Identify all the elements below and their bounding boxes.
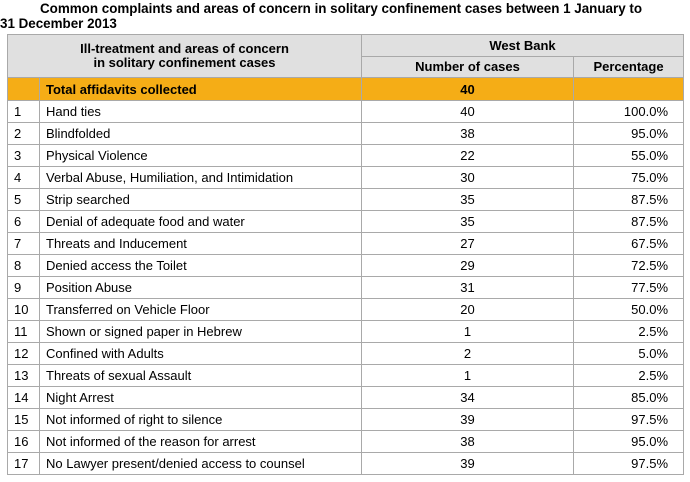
table-row bbox=[8, 365, 684, 387]
caption-line-2: 31 December 2013 bbox=[0, 16, 117, 31]
row-cases: 29 bbox=[362, 255, 574, 277]
row-percentage: 95.0% bbox=[574, 123, 684, 145]
row-number: 3 bbox=[8, 145, 40, 167]
row-label: Denial of adequate food and water bbox=[40, 211, 362, 233]
row-number: 14 bbox=[8, 387, 40, 409]
row-cases: 38 bbox=[362, 431, 574, 453]
row-cases: 39 bbox=[362, 409, 574, 431]
row-percentage: 67.5% bbox=[574, 233, 684, 255]
row-percentage: 97.5% bbox=[574, 453, 684, 475]
table-row bbox=[8, 167, 684, 189]
row-number: 1 bbox=[8, 101, 40, 123]
total-percentage bbox=[574, 78, 684, 101]
row-percentage: 72.5% bbox=[574, 255, 684, 277]
row-label: Denied access the Toilet bbox=[40, 255, 362, 277]
row-label: Threats and Inducement bbox=[40, 233, 362, 255]
row-percentage: 95.0% bbox=[574, 431, 684, 453]
row-label: Verbal Abuse, Humiliation, and Intimidation bbox=[40, 167, 362, 189]
header-percentage: Percentage bbox=[574, 56, 684, 78]
row-percentage: 55.0% bbox=[574, 145, 684, 167]
row-number: 13 bbox=[8, 365, 40, 387]
row-cases: 20 bbox=[362, 299, 574, 321]
row-percentage: 75.0% bbox=[574, 167, 684, 189]
table-row bbox=[8, 387, 684, 409]
table-row bbox=[8, 211, 684, 233]
row-number: 2 bbox=[8, 123, 40, 145]
row-label: Strip searched bbox=[40, 189, 362, 211]
row-percentage: 2.5% bbox=[574, 365, 684, 387]
row-label: Confined with Adults bbox=[40, 343, 362, 365]
header-number-of-cases: Number of cases bbox=[362, 56, 574, 78]
row-number: 17 bbox=[8, 453, 40, 475]
table-row bbox=[8, 277, 684, 299]
row-number: 4 bbox=[8, 167, 40, 189]
total-row bbox=[8, 78, 684, 101]
table-row bbox=[8, 409, 684, 431]
row-number: 11 bbox=[8, 321, 40, 343]
table-row bbox=[8, 431, 684, 453]
row-cases: 27 bbox=[362, 233, 574, 255]
row-cases: 30 bbox=[362, 167, 574, 189]
row-cases: 35 bbox=[362, 211, 574, 233]
row-cases: 39 bbox=[362, 453, 574, 475]
row-percentage: 5.0% bbox=[574, 343, 684, 365]
row-label: Not informed of the reason for arrest bbox=[40, 431, 362, 453]
row-cases: 40 bbox=[362, 101, 574, 123]
row-percentage: 85.0% bbox=[574, 387, 684, 409]
row-percentage: 77.5% bbox=[574, 277, 684, 299]
table-row bbox=[8, 321, 684, 343]
row-number: 5 bbox=[8, 189, 40, 211]
caption-line-1: Common complaints and areas of concern in solitary confinement cases between 1 January to bbox=[40, 1, 643, 16]
row-label: Night Arrest bbox=[40, 387, 362, 409]
row-cases: 34 bbox=[362, 387, 574, 409]
row-percentage: 87.5% bbox=[574, 189, 684, 211]
row-number: 10 bbox=[8, 299, 40, 321]
header-category: Ill-treatment and areas of concern in solitary confinement cases bbox=[8, 35, 362, 78]
row-percentage: 100.0% bbox=[574, 101, 684, 123]
row-cases: 31 bbox=[362, 277, 574, 299]
row-number: 15 bbox=[8, 409, 40, 431]
table-row bbox=[8, 123, 684, 145]
table-row bbox=[8, 343, 684, 365]
header-region: West Bank bbox=[362, 35, 684, 57]
row-number: 12 bbox=[8, 343, 40, 365]
row-cases: 1 bbox=[362, 321, 574, 343]
complaints-table bbox=[7, 34, 684, 475]
row-number: 16 bbox=[8, 431, 40, 453]
row-label: Shown or signed paper in Hebrew bbox=[40, 321, 362, 343]
row-cases: 35 bbox=[362, 189, 574, 211]
table-row bbox=[8, 233, 684, 255]
table-row bbox=[8, 145, 684, 167]
total-number-cell bbox=[8, 78, 40, 101]
row-number: 8 bbox=[8, 255, 40, 277]
row-label: Hand ties bbox=[40, 101, 362, 123]
total-cases: 40 bbox=[362, 78, 574, 101]
total-label: Total affidavits collected bbox=[40, 78, 362, 101]
row-percentage: 2.5% bbox=[574, 321, 684, 343]
row-cases: 22 bbox=[362, 145, 574, 167]
row-number: 9 bbox=[8, 277, 40, 299]
row-number: 6 bbox=[8, 211, 40, 233]
table-row bbox=[8, 255, 684, 277]
row-label: Threats of sexual Assault bbox=[40, 365, 362, 387]
row-label: Not informed of right to silence bbox=[40, 409, 362, 431]
row-label: Position Abuse bbox=[40, 277, 362, 299]
table-row bbox=[8, 453, 684, 475]
row-percentage: 97.5% bbox=[574, 409, 684, 431]
row-label: Physical Violence bbox=[40, 145, 362, 167]
row-percentage: 87.5% bbox=[574, 211, 684, 233]
row-cases: 1 bbox=[362, 365, 574, 387]
table-row bbox=[8, 101, 684, 123]
row-label: Blindfolded bbox=[40, 123, 362, 145]
row-label: Transferred on Vehicle Floor bbox=[40, 299, 362, 321]
table-row bbox=[8, 189, 684, 211]
row-cases: 38 bbox=[362, 123, 574, 145]
row-percentage: 50.0% bbox=[574, 299, 684, 321]
table-row bbox=[8, 299, 684, 321]
row-cases: 2 bbox=[362, 343, 574, 365]
row-number: 7 bbox=[8, 233, 40, 255]
row-label: No Lawyer present/denied access to counsel bbox=[40, 453, 362, 475]
